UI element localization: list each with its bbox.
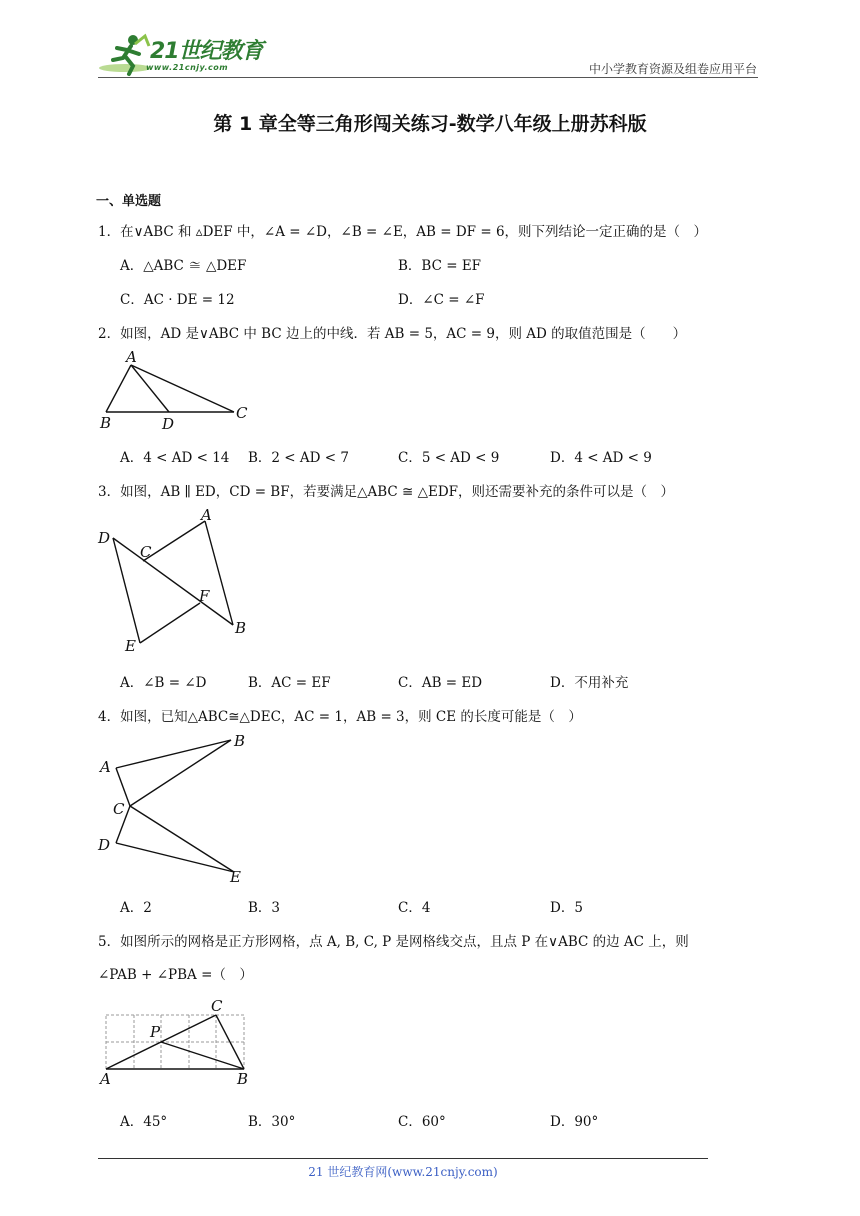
q3-label-a: A (201, 506, 212, 524)
question-1-stem: 1．在∨ABC 和 ▵DEF 中，∠A = ∠D，∠B = ∠E，AB = DF = 6，则下列结论一定正确的是（ ） (98, 224, 708, 240)
q2-label-a: A (126, 348, 137, 366)
q3-label-d: D (98, 529, 111, 547)
question-5-stem: 5．如图所示的网格是正方形网格，点 A, B, C, P 是网格线交点，且点 P 在∨ABC 的边 AC 上，则 (98, 934, 689, 950)
question-5-figure (98, 995, 258, 1090)
q5-label-b: B (237, 1070, 249, 1088)
question-5-option-b[interactable]: B．30° (248, 1114, 296, 1130)
q4-label-b: B (234, 732, 246, 750)
question-3-option-a[interactable]: A．∠B = ∠D (120, 675, 207, 691)
q2-label-b: B (100, 414, 112, 432)
question-3-option-b[interactable]: B．AC = EF (248, 675, 331, 691)
question-1-option-b[interactable]: B．BC = EF (398, 258, 482, 274)
question-3-stem: 3．如图，AB ∥ ED，CD = BF，若要满足△ABC ≅ △EDF，则还需要补充的条件可以是（ ） (98, 484, 675, 500)
question-4-option-a[interactable]: A．2 (120, 900, 152, 916)
question-1-option-c[interactable]: C．AC · DE = 12 (120, 292, 235, 308)
question-3-figure (95, 505, 255, 655)
question-3-option-c[interactable]: C．AB = ED (398, 675, 483, 691)
q4-label-e: E (230, 868, 241, 886)
logo-url: www.21cnjy.com (146, 63, 229, 72)
q3-label-c: C (140, 543, 152, 561)
q5-label-c: C (211, 997, 223, 1015)
q2-label-c: C (236, 404, 248, 422)
q5-label-p: P (150, 1023, 161, 1041)
question-3-option-d[interactable]: D．不用补充 (550, 675, 629, 691)
q4-label-c: C (113, 800, 125, 818)
question-5-stem-continued: ∠PAB + ∠PBA =（ ） (98, 967, 253, 983)
question-5-option-d[interactable]: D．90° (550, 1114, 599, 1130)
q4-label-d: D (98, 836, 111, 854)
footer-text[interactable]: 21 世纪教育网(www.21cnjy.com) (308, 1165, 498, 1179)
q5-label-a: A (100, 1070, 111, 1088)
question-2-stem: 2．如图，AD 是∨ABC 中 BC 边上的中线．若 AB = 5，AC = 9，则 AD 的取值范围是（ ） (98, 326, 687, 342)
question-1-option-d[interactable]: D．∠C = ∠F (398, 292, 485, 308)
question-5-option-a[interactable]: A．45° (120, 1114, 168, 1130)
question-4-option-c[interactable]: C．4 (398, 900, 431, 916)
q4-label-a: A (100, 758, 111, 776)
question-4-option-b[interactable]: B．3 (248, 900, 281, 916)
question-2-option-d[interactable]: D．4 < AD < 9 (550, 450, 652, 466)
question-4-option-d[interactable]: D．5 (550, 900, 583, 916)
question-2-option-b[interactable]: B．2 < AD < 7 (248, 450, 349, 466)
page-title: 第 1 章全等三角形闯关练习-数学八年级上册苏科版 (213, 113, 647, 135)
question-4-stem: 4．如图，已知△ABC≅△DEC，AC = 1，AB = 3，则 CE 的长度可能是（ ） (98, 709, 582, 725)
platform-name: 中小学教育资源及组卷应用平台 (588, 62, 757, 76)
logo-text: 21世纪教育 (150, 39, 263, 64)
question-1-option-a[interactable]: A．△ABC ≅ △DEF (120, 258, 247, 274)
footer-divider (98, 1158, 708, 1159)
section-heading: 一、单选题 (96, 194, 162, 209)
question-2-option-a[interactable]: A．4 < AD < 14 (120, 450, 230, 466)
question-4-figure (96, 730, 256, 885)
question-5-option-c[interactable]: C．60° (398, 1114, 446, 1130)
q3-label-e: E (125, 637, 136, 655)
question-2-figure (98, 348, 258, 432)
q3-label-f: F (199, 587, 210, 605)
question-2-option-c[interactable]: C．5 < AD < 9 (398, 450, 500, 466)
q3-label-b: B (235, 619, 247, 637)
header-divider (98, 77, 758, 78)
q2-label-d: D (162, 415, 175, 433)
